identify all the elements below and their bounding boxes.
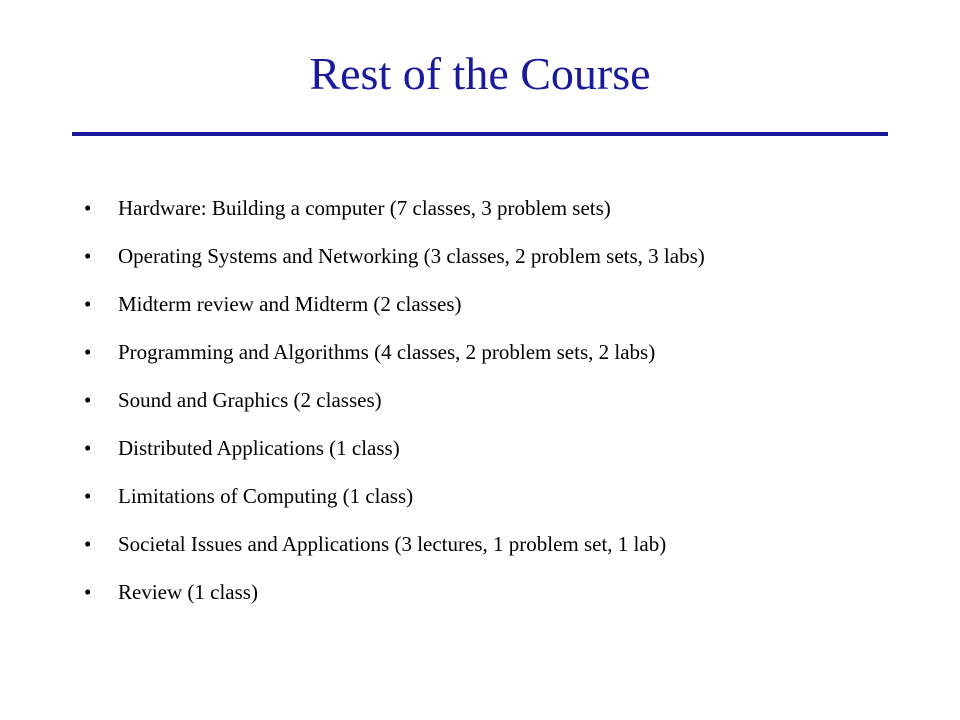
bullet-icon: •	[84, 436, 92, 460]
list-item-text: Limitations of Computing (1 class)	[118, 484, 414, 508]
bullet-icon: •	[84, 292, 92, 316]
list-item	[0, 380, 960, 428]
list-item	[0, 332, 960, 380]
bullet-list	[0, 188, 960, 620]
bullet-icon: •	[84, 244, 92, 268]
bullet-icon: •	[84, 388, 92, 412]
list-item	[0, 284, 960, 332]
bullet-icon: •	[84, 580, 92, 604]
list-item-text: Review (1 class)	[118, 580, 258, 604]
list-item-text: Operating Systems and Networking (3 classes, 2 problem sets, 3 labs)	[118, 244, 705, 268]
list-item	[0, 428, 960, 476]
list-item-text: Sound and Graphics (2 classes)	[118, 388, 382, 412]
list-item-text: Midterm review and Midterm (2 classes)	[118, 292, 462, 316]
bullet-icon: •	[84, 532, 92, 556]
slide-title: Rest of the Course	[309, 48, 651, 99]
bullet-icon: •	[84, 196, 92, 220]
list-item	[0, 572, 960, 620]
list-item	[0, 476, 960, 524]
list-item	[0, 524, 960, 572]
bullet-icon: •	[84, 340, 92, 364]
list-item-text: Societal Issues and Applications (3 lectures, 1 problem set, 1 lab)	[118, 532, 667, 556]
list-item-text: Hardware: Building a computer (7 classes, 3 problem sets)	[118, 196, 611, 220]
list-item	[0, 236, 960, 284]
bullet-icon: •	[84, 484, 92, 508]
list-item-text: Distributed Applications (1 class)	[118, 436, 400, 460]
list-item-text: Programming and Algorithms (4 classes, 2 problem sets, 2 labs)	[118, 340, 656, 364]
title-underline-divider	[72, 132, 888, 136]
list-item	[0, 188, 960, 236]
